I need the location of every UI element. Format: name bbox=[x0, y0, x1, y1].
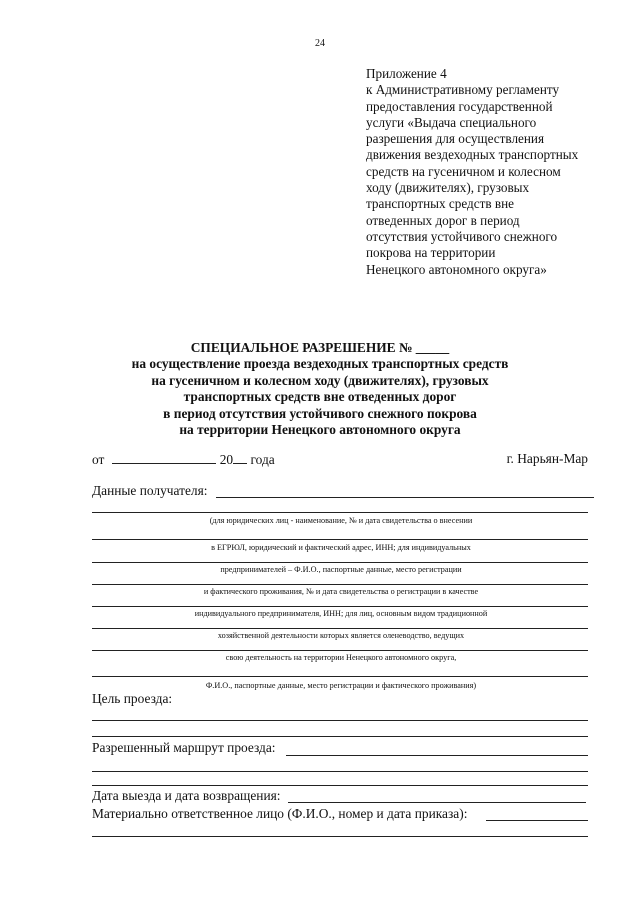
appendix-line: предоставления государственной bbox=[366, 98, 553, 114]
appendix-line: Приложение 4 bbox=[366, 66, 447, 81]
date-from-label: от bbox=[92, 452, 105, 467]
appendix-line: Ненецкого автономного округа» bbox=[366, 261, 547, 277]
document-title bbox=[60, 340, 580, 438]
appendix-line: отведенных дорог в период bbox=[366, 212, 520, 228]
recipient-caption: индивидуального предпринимателя, ИНН; для лиц, основным видом традиционной bbox=[194, 609, 488, 618]
recipient-line[interactable] bbox=[92, 584, 588, 585]
route-field[interactable] bbox=[286, 755, 588, 756]
recipient-caption: хозяйственной деятельности которых является оленеводство, ведущих bbox=[217, 631, 465, 640]
year-blank[interactable] bbox=[233, 451, 247, 464]
purpose-line[interactable] bbox=[92, 720, 588, 721]
recipient-line[interactable] bbox=[92, 676, 588, 677]
appendix-line: ходу (движителях), грузовых bbox=[366, 180, 530, 196]
date-field bbox=[92, 451, 275, 468]
appendix-line: разрешения для осуществления bbox=[366, 131, 545, 147]
title-line: на гусеничном и колесном ходу (движителях), грузовых bbox=[151, 372, 489, 388]
appendix-line: движения вездеходных транспортных bbox=[366, 147, 579, 163]
year-suffix: года bbox=[250, 452, 275, 467]
dates-field[interactable] bbox=[288, 802, 586, 803]
title-line: на осуществление проезда вездеходных транспортных средств bbox=[131, 356, 509, 372]
purpose-line[interactable] bbox=[92, 736, 588, 737]
title-line: транспортных средств вне отведенных дорог bbox=[183, 389, 457, 405]
title-line: на территории Ненецкого автономного округа bbox=[179, 422, 461, 438]
recipient-line[interactable] bbox=[92, 606, 588, 607]
recipient-caption: (для юридических лиц - наименование, № и дата свидетельства о внесении bbox=[209, 516, 473, 525]
appendix-line: средств на гусеничном и колесном bbox=[366, 163, 561, 179]
recipient-caption: в ЕГРЮЛ, юридический и фактический адрес, ИНН; для индивидуальных bbox=[211, 543, 471, 552]
responsible-field[interactable] bbox=[486, 820, 588, 821]
title-line: в период отсутствия устойчивого снежного покрова bbox=[163, 405, 477, 421]
recipient-caption: свою деятельность на территории Ненецкого автономного округа, bbox=[225, 653, 457, 662]
responsible-label: Материально ответственное лицо (Ф.И.О., номер и дата приказа): bbox=[92, 806, 468, 821]
page-number: 24 bbox=[315, 38, 325, 49]
recipient-line[interactable] bbox=[92, 628, 588, 629]
recipient-line[interactable] bbox=[92, 539, 588, 540]
recipient-line[interactable] bbox=[92, 512, 588, 513]
recipient-caption: предпринимателей – Ф.И.О., паспортные данные, место регистрации bbox=[220, 565, 462, 574]
title-line: СПЕЦИАЛЬНОЕ РАЗРЕШЕНИЕ № _____ bbox=[190, 340, 450, 355]
appendix-line: транспортных средств вне bbox=[366, 196, 515, 212]
recipient-line[interactable] bbox=[92, 562, 588, 563]
appendix-line: услуги «Выдача специального bbox=[366, 114, 537, 130]
recipient-line[interactable] bbox=[92, 650, 588, 651]
recipient-caption: и фактического проживания, № и дата свидетельства о регистрации в качестве bbox=[203, 587, 479, 596]
appendix-line: покрова на территории bbox=[366, 245, 496, 261]
date-blank[interactable] bbox=[112, 451, 216, 464]
purpose-label: Цель проезда: bbox=[92, 691, 173, 706]
responsible-line[interactable] bbox=[92, 836, 588, 837]
appendix-line: к Административному регламенту bbox=[366, 82, 560, 98]
recipient-field[interactable] bbox=[216, 497, 594, 498]
route-line[interactable] bbox=[92, 771, 588, 772]
recipient-caption: Ф.И.О., паспортные данные, место регистрации и фактического проживания) bbox=[205, 681, 477, 690]
appendix-header bbox=[366, 66, 606, 278]
dates-label: Дата выезда и дата возвращения: bbox=[92, 788, 281, 803]
place-label: г. Нарьян-Мар bbox=[506, 451, 588, 466]
route-line[interactable] bbox=[92, 785, 588, 786]
route-label: Разрешенный маршрут проезда: bbox=[92, 740, 276, 755]
year-prefix: 20 bbox=[219, 452, 234, 467]
recipient-label: Данные получателя: bbox=[92, 483, 208, 498]
appendix-line: отсутствия устойчивого снежного bbox=[366, 228, 558, 244]
